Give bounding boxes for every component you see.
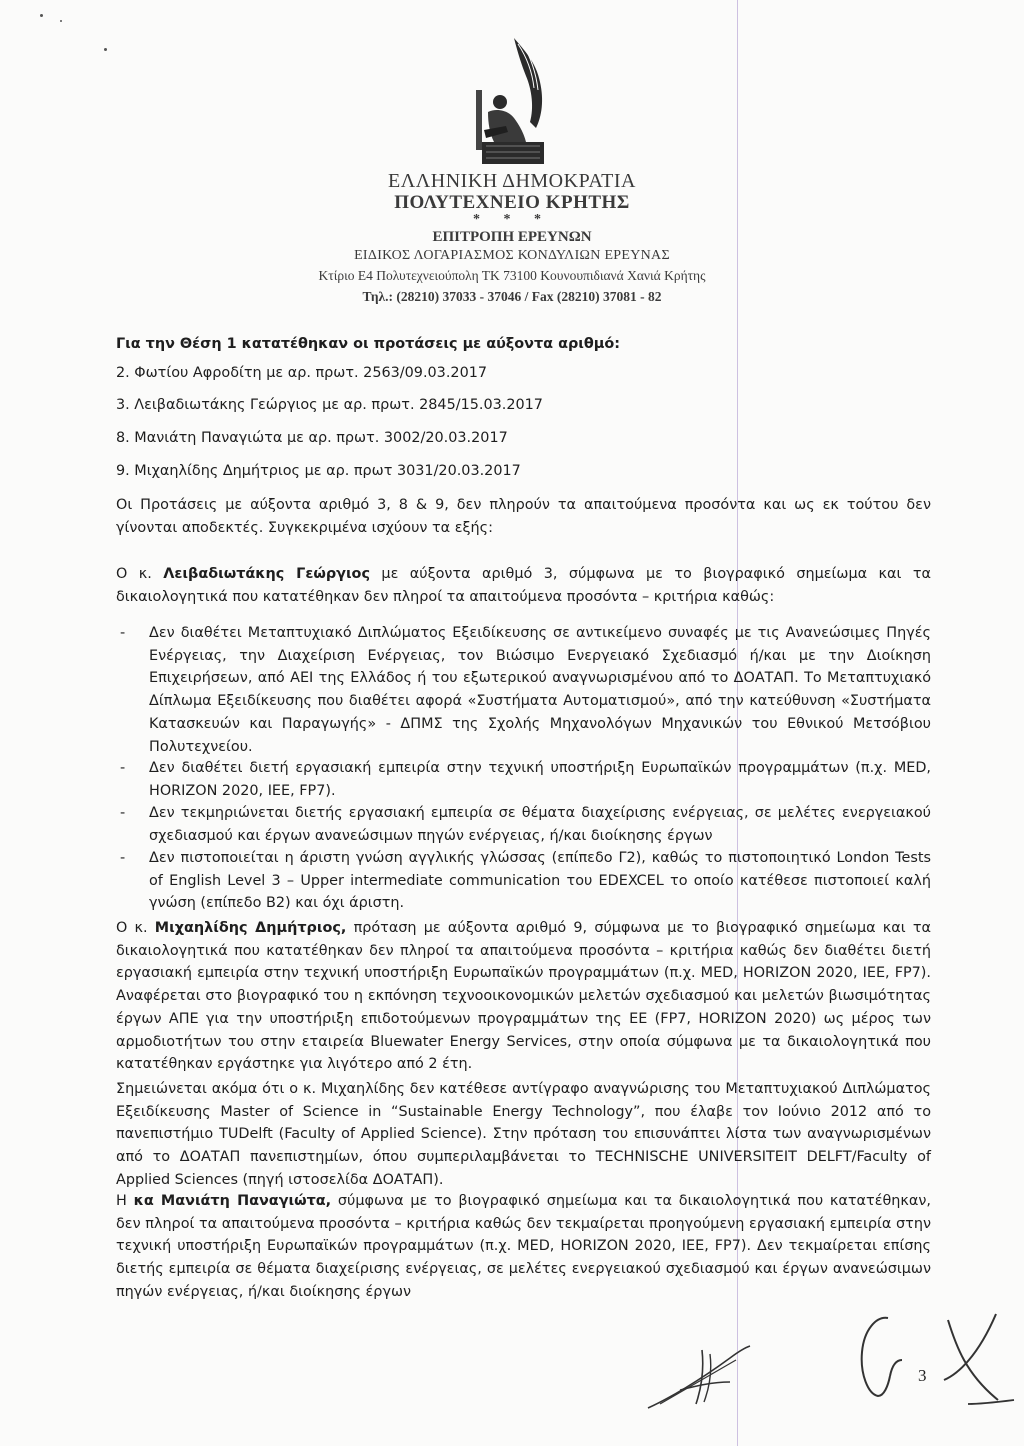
intro-paragraph: Οι Προτάσεις με αύξοντα αριθμό 3, 8 & 9, δεν πληρούν τα απαιτούμενα προσόντα και ως εκ τούτου δεν γίνονται αποδεκτές. Συγκεκριμένα ισχύουν τα εξής: [116, 497, 931, 536]
paragraph-leivadiotakis [116, 563, 931, 608]
bullet-dash: - [120, 805, 126, 821]
proposals-heading: Για την Θέση 1 κατατέθηκαν οι προτάσεις με αύξοντα αριθμό: [116, 336, 620, 352]
bullet-dash: - [120, 760, 126, 776]
proposal-item: 3. Λειβαδιωτάκης Γεώργιος με αρ. πρωτ. 2845/15.03.2017 [116, 397, 543, 413]
bullet-text: Δεν διαθέτει διετή εργασιακή εμπειρία στην τεχνική υποστήριξη Ευρωπαϊκών προγραμμάτων (π.χ. MED, HORIZON 2020, IEE, FP7). [149, 760, 931, 799]
bullet-dash: - [120, 850, 126, 866]
text-run: με αύξοντα αριθμό 3, σύμφωνα με το βιογραφικό σημείωμα και τα δικαιολογητικά που κατατέθηκαν δεν πληροί τα απαιτούμενα προσόντα – κριτήρια καθώς: [116, 566, 931, 605]
bullet-text: Δεν πιστοποιείται η άριστη γνώση αγγλικής γλώσσας (επίπεδο Γ2), καθώς το πιστοποιητικό London Tests of English Level 3 – Upper intermediate communication του EDEXCEL το οποίο κατέθεσε πιστοποιεί καλή γνώση (επίπεδο Β2) και όχι άριστη. [149, 850, 931, 912]
applicant-name: Λειβαδιωτάκης Γεώργιος [163, 566, 370, 582]
header-stars: * * * [473, 212, 551, 227]
header-phone: Τηλ.: (28210) 37033 - 37046 / Fax (28210) 37081 - 82 [362, 289, 662, 304]
bullet-dash: - [120, 625, 126, 641]
text-run: πρόταση με αύξοντα αριθμό 9, σύμφωνα με το βιογραφικό σημείωμα και τα δικαιολογητικά που κατατέθηκαν δεν πληροί τα απαιτούμενα προσόντα – κριτήρια καθώς δεν διαθέτει διετή εργασιακή εμπειρία στην τεχνική υποστήριξη Ευρωπαϊκών προγραμμάτων (π.χ. MED, HORIZON 2020, IEE, FP7). Αναφέρεται στο βιογραφικό του η εκπόνηση τεχνοοικονομικών μελετών σχεδιασμού και μελετών βιωσιμότητας έργων ΑΠΕ για την υποστήριξη επιδοτούμενων προγραμμάτων της ΕΕ (FP7, HORIZON 2020) ως μέρος των αρμοδιοτήτων του στην εταιρεία Bluewater Energy Services, στην οποία σύμφωνα με τα δικαιολογητικά που κατατέθηκαν εργάστηκε για λιγότερο από 2 έτη. [116, 920, 931, 1073]
header-university: ΠΟΛΥΤΕΧΝΕΙΟ ΚΡΗΤΗΣ [394, 192, 630, 213]
bullet-text: Δεν διαθέτει Μεταπτυχιακό Διπλώματος Εξειδίκευσης σε αντικείμενο συναφές με τις Ανανεώσιμες Πηγές Ενέργειας, την Διαχείριση Ενέργειας, τον Βιώσιμο Ενεργειακό Σχεδιασμό ή/και με την Διοίκηση Επιχειρήσεων, από ΑΕΙ της Ελλάδος ή του εξωτερικού αναγνωρισμένου από το ΔΟΑΤΑΠ. Το Μεταπτυχιακό Δίπλωμα Εξειδίκευσης που διαθέτει αφορά «Συστήματα Αυτοματισμού», από την κατεύθυνση «Συστήματα Κατασκευών και Παραγωγής» - ΔΠΜΣ της Σχολής Μηχανολόγων Μηχανικών του Εθνικού Μετσόβιου Πολυτεχνείου. [149, 625, 931, 755]
bullet-text: Δεν τεκμηριώνεται διετής εργασιακή εμπειρία σε θέματα διαχείρισης ενέργειας, σε μελέτες ενεργειακού σχεδιασμού και έργων ανανεώσιμων πηγών ενέργειας, ή/και διοίκησης έργων [149, 805, 931, 844]
text-run: Ο κ. [116, 566, 164, 582]
text-run: Η [116, 1193, 134, 1209]
proposal-item: 8. Μανιάτη Παναγιώτα με αρ. πρωτ. 3002/20.03.2017 [116, 430, 508, 446]
header-committee: ΕΠΙΤΡΟΠΗ ΕΡΕΥΝΩΝ [432, 229, 592, 245]
header-country: ΕΛΛΗΝΙΚΗ ΔΗΜΟΚΡΑΤΙΑ [388, 170, 636, 192]
proposal-item: 2. Φωτίου Αφροδίτη με αρ. πρωτ. 2563/09.03.2017 [116, 365, 488, 381]
text-run: σύμφωνα με το βιογραφικό σημείωμα και τα δικαιολογητικά που κατατέθηκαν, δεν πληροί τα απαιτούμενα προσόντα – κριτήρια καθώς δεν τεκμαίρεται προηγούμενη εργασιακή εμπειρία στην τεχνική υποστήριξη Ευρωπαϊκών προγραμμάτων (π.χ. MED, HORIZON 2020, IEE, FP7). Δεν τεκμαίρεται επίσης διετής εμπειρία σε θέματα διαχείρισης ενέργειας, σε μελέτες ενεργειακού σχεδιασμού και έργων ανανεώσιμων πηγών ενέργειας, ή/και διοίκησης έργων [116, 1193, 931, 1300]
applicant-name: κα Μανιάτη Παναγιώτα, [133, 1193, 332, 1209]
page-number: 3 [918, 1366, 927, 1385]
applicant-name: Μιχαηλίδης Δημήτριος, [154, 920, 347, 936]
header-address: Κτίριο Ε4 Πολυτεχνειούπολη ΤΚ 73100 Κουνουπιδιανά Χανιά Κρήτης [318, 268, 706, 283]
signature-2 [848, 1300, 1018, 1420]
text-run: Ο κ. [116, 920, 155, 936]
header-account: ΕΙΔΙΚΟΣ ΛΟΓΑΡΙΑΣΜΟΣ ΚΟΝΔΥΛΙΩΝ ΕΡΕΥΝΑΣ [354, 248, 670, 263]
university-emblem [466, 30, 556, 170]
paragraph-note: Σημειώνεται ακόμα ότι ο κ. Μιχαηλίδης δεν κατέθεσε αντίγραφο αναγνώρισης του Μεταπτυχιακού Διπλώματος Εξειδίκευσης Master of Science in “Sustainable Energy Technology”, που έλαβε τον Ιούνιο 2012 από το πανεπιστήμιο TUDelft (Faculty of Applied Science). Στην πρόταση του επισυνάπτει λίστα των αναγνωρισμένων από το ΔΟΑΤΑΠ πανεπιστημίων, όπου συμπεριλαμβάνεται το TECHNISCHE UNIVERSITEIT DELFT/Faculty of Applied Sciences (πηγή ιστοσελίδα ΔΟΑΤΑΠ). [116, 1081, 931, 1188]
proposal-item: 9. Μιχαηλίδης Δημήτριος με αρ. πρωτ 3031/20.03.2017 [116, 463, 521, 479]
paragraph-michailidis [116, 917, 931, 1076]
signature-1 [640, 1320, 760, 1420]
paragraph-maniati [116, 1190, 931, 1304]
